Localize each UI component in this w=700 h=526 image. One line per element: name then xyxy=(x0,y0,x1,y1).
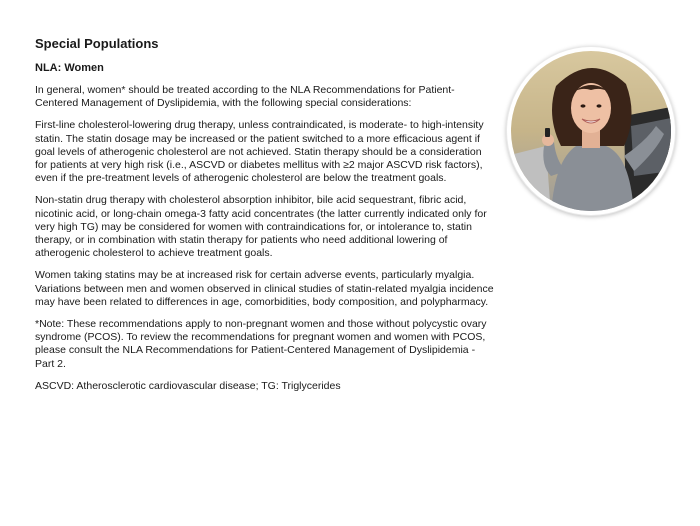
first-line-therapy-paragraph: First-line cholesterol-lowering drug therapy, unless contraindicated, is moderate- to high-intensity statin. The statin dosage may be increased or the patient switched to a more efficacious agent if goal levels of atherogenic cholesterol are not achieved. Statin therapy should be a consideration for patients at very high risk (i.e., ASCVD or diabetes mellitus with ≥2 major ASCVD risk factors), even if the pre-treatment levels of atherogenic cholesterol are below the treatment goals. xyxy=(35,119,484,185)
page-title: Special Populations xyxy=(35,36,159,51)
adverse-events-paragraph: Women taking statins may be at increased risk for certain adverse events, particularly myalgia. Variations between men and women observed in clinical studies of statin-related myalgia incidence may have been related to differences in age, comorbidities, body composition, and polypharmacy. xyxy=(35,269,494,308)
content-column xyxy=(35,36,495,402)
non-statin-therapy-paragraph: Non-statin drug therapy with cholesterol absorption inhibitor, bile acid sequestrant, fibric acid, nicotinic acid, or long-chain omega-3 fatty acid concentrates (the latter currently indicated only for very high TG) may be considered for women with contraindications for, or intolerance to, statin therapy, or in combination with statin therapy for patients who need additional lowering of atherogenic cholesterol to achieve treatment goals. xyxy=(35,194,487,260)
intro-paragraph: In general, women* should be treated according to the NLA Recommendations for Patient-Centered Management of Dyslipidemia, with the following special considerations: xyxy=(35,84,455,110)
section-subtitle: NLA: Women xyxy=(35,62,104,74)
woman-with-car-keys-image xyxy=(506,46,676,216)
footnote-paragraph: *Note: These recommendations apply to non-pregnant women and those without polycystic ovary syndrome (PCOS). To review the recommendations for pregnant women and women with PCOS, please consult the NLA Recommendations for Patient-Centered Management of Dyslipidemia - Part 2. xyxy=(35,318,487,370)
abbreviations-paragraph: ASCVD: Atherosclerotic cardiovascular disease; TG: Triglycerides xyxy=(35,379,341,392)
